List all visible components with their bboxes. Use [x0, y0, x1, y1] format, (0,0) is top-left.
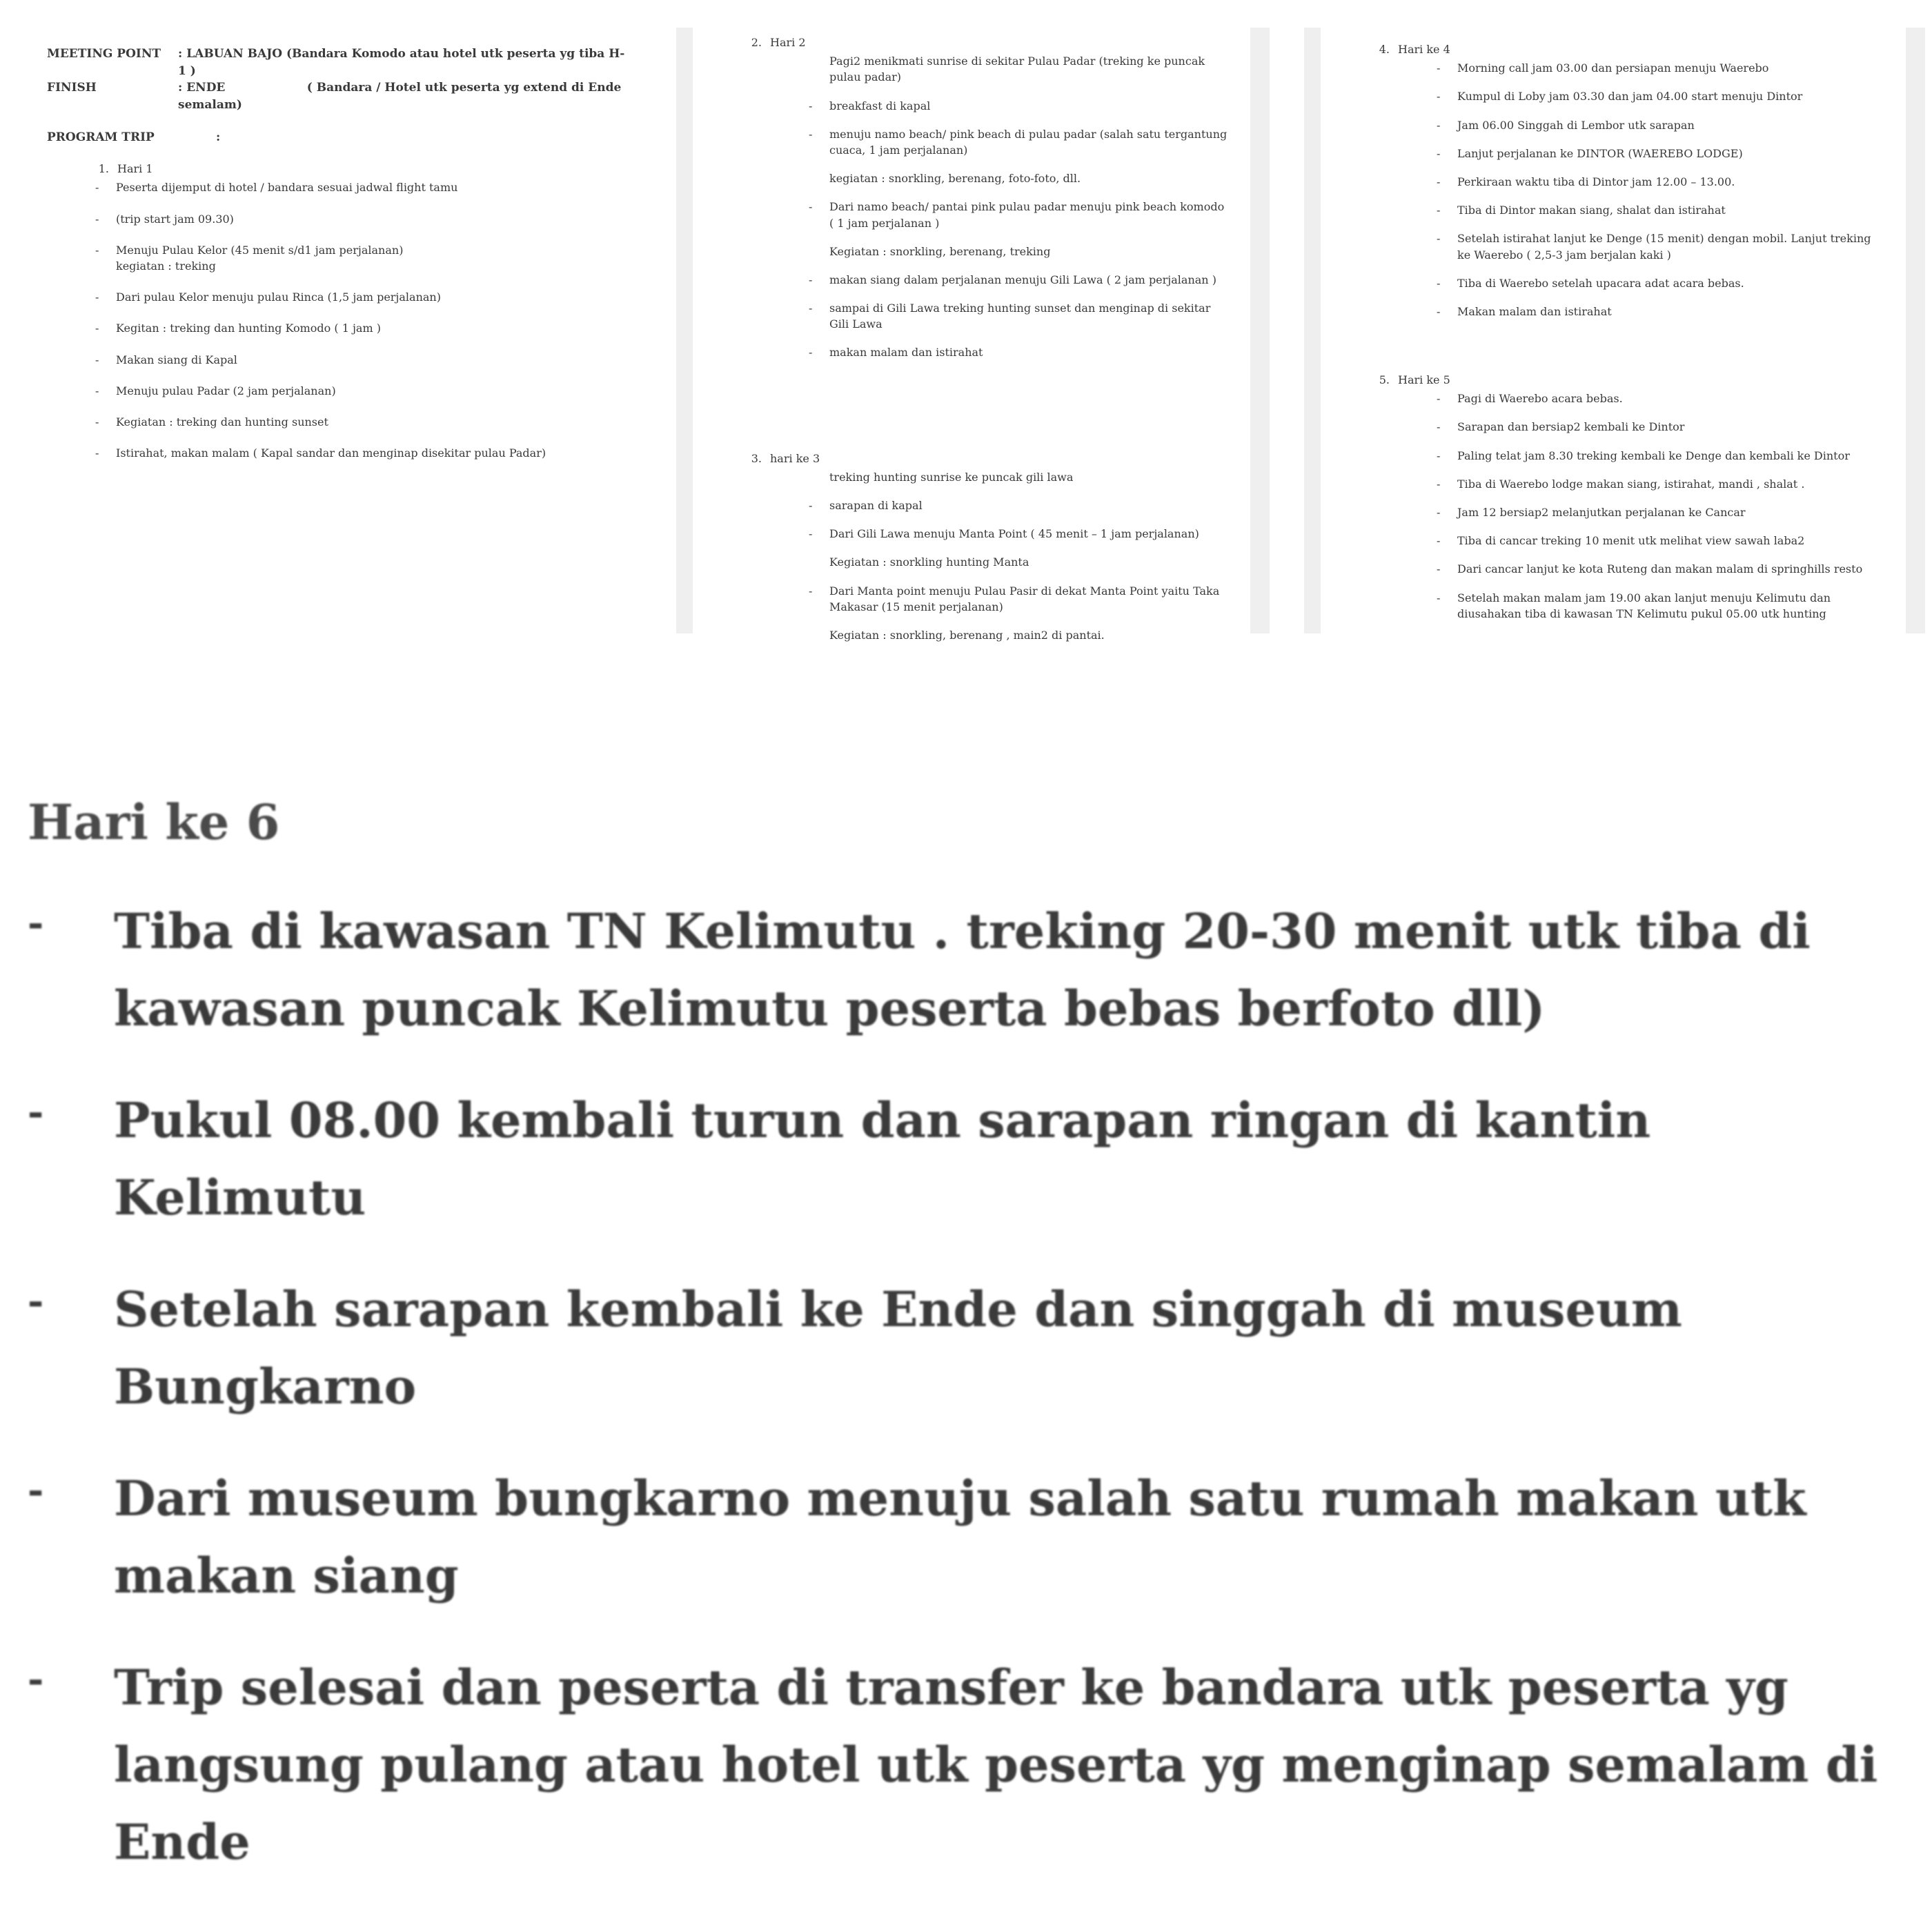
day-heading	[1369, 41, 1885, 57]
trip-header	[47, 46, 629, 114]
list-item: - Dari Gili Lawa menuju Manta Point ( 45 menit – 1 jam perjalanan)	[809, 527, 1199, 541]
list-item: - Jam 12 bersiap2 melanjutkan perjalanan ke Cancar	[1437, 506, 1746, 519]
list-item: - Setelah sarapan kembali ke Ende dan singgah di museum Bungkarno	[28, 1279, 1682, 1415]
list-item: - Makan siang di Kapal	[95, 353, 237, 366]
list-item: - Dari namo beach/ pantai pink pulau padar menuju pink beach komodo ( 1 jam perjalanan )	[809, 200, 1225, 230]
list-item: Pagi2 menikmati sunrise di sekitar Pulau Padar (treking ke puncak pulau padar)	[829, 55, 1205, 84]
program-trip-heading	[47, 129, 629, 146]
day-title: Hari ke 4	[1398, 43, 1450, 56]
list-item: - menuju namo beach/ pink beach di pulau padar (salah satu tergantung cuaca, 1 jam perjalanan)	[809, 127, 1228, 157]
day-6-section	[28, 793, 1904, 1915]
list-item: Kegiatan : snorkling, berenang , main2 di pantai.	[829, 628, 1105, 642]
document-page-1	[28, 28, 649, 633]
finish-label: FINISH	[47, 81, 97, 95]
list-item: Kegiatan : snorkling, berenang, treking	[829, 244, 1051, 258]
day-5-list	[1341, 391, 1885, 622]
list-item: - Pagi di Waerebo acara bebas.	[1437, 392, 1623, 406]
list-item: - Kegitan : treking dan hunting Komodo ( 1 jam )	[95, 322, 381, 335]
document-page-3	[1304, 28, 1925, 633]
list-item: - Tiba di Waerebo setelah upacara adat acara bebas.	[1437, 276, 1744, 290]
day-heading	[1369, 372, 1885, 388]
day-number: 1.	[98, 162, 109, 176]
program-trip-colon: :	[216, 130, 221, 144]
list-item: - makan siang dalam perjalanan menuju Gili Lawa ( 2 jam perjalanan )	[809, 273, 1216, 286]
list-item: - Kumpul di Loby jam 03.30 dan jam 04.00 start menuju Dintor	[1437, 90, 1803, 103]
meeting-point-label: MEETING POINT	[47, 47, 161, 61]
day-number: 2.	[751, 36, 762, 49]
list-item: - Dari pulau Kelor menuju pulau Rinca (1,5 jam perjalanan)	[95, 290, 441, 304]
list-item: - Tiba di cancar treking 10 menit utk melihat view sawah laba2	[1437, 534, 1805, 548]
list-item: - Makan malam dan istirahat	[1437, 304, 1612, 318]
list-item: - Setelah istirahat lanjut ke Denge (15 menit) dengan mobil. Lanjut treking ke Waerebo ( 2,5-3 jam berjalan kaki )	[1437, 232, 1871, 262]
list-item: - Dari Manta point menuju Pulau Pasir di dekat Manta Point yaitu Taka Makasar (15 menit perjalanan)	[809, 584, 1220, 613]
top-page-strip	[0, 0, 1932, 642]
list-item: - breakfast di kapal	[809, 99, 931, 112]
list-item: Kegiatan : snorkling hunting Manta	[829, 555, 1029, 569]
day-2-list	[713, 53, 1230, 360]
meeting-point-value: : LABUAN BAJO (Bandara Komodo atau hotel utk peserta yg tiba H-1 )	[178, 47, 625, 78]
list-item: - Jam 06.00 Singgah di Lembor utk sarapan	[1437, 118, 1695, 132]
list-item: treking hunting sunrise ke puncak gili lawa	[829, 470, 1074, 484]
list-item: - Dari museum bungkarno menuju salah satu rumah makan utk makan siang	[28, 1468, 1806, 1604]
list-item: - Peserta dijemput di hotel / bandara sesuai jadwal flight tamu	[95, 181, 458, 195]
day-3-list	[713, 469, 1230, 643]
list-item: - Pukul 08.00 kembali turun dan sarapan ringan di kantin Kelimutu	[28, 1090, 1651, 1226]
list-item: - Paling telat jam 8.30 treking kembali ke Denge dan kembali ke Dintor	[1437, 448, 1850, 462]
day-1-list	[47, 179, 629, 461]
list-item: - Setelah makan malam jam 19.00 akan lanjut menuju Kelimutu dan diusahakan tiba di kawasan TN Kelimutu pukul 05.00 utk hunting	[1437, 591, 1831, 620]
list-item: - Sarapan dan bersiap2 kembali ke Dintor	[1437, 420, 1685, 434]
list-item: - Morning call jam 03.00 dan persiapan menuju Waerebo	[1437, 61, 1769, 75]
list-item: - (trip start jam 09.30)	[95, 212, 234, 226]
day-heading	[741, 34, 1230, 50]
list-item: - sarapan di kapal	[809, 499, 923, 512]
day-heading	[741, 451, 1230, 466]
day-title: hari ke 3	[770, 451, 820, 465]
list-item: - Kegiatan : treking dan hunting sunset	[95, 415, 328, 428]
day-title: Hari 1	[117, 162, 153, 176]
list-item: - Tiba di kawasan TN Kelimutu . treking 20-30 menit utk tiba di kawasan puncak Kelimutu peserta bebas berfoto dll)	[28, 900, 1811, 1037]
list-item: - Tiba di Dintor makan siang, shalat dan istirahat	[1437, 204, 1726, 217]
day-number: 3.	[751, 451, 762, 465]
day-title: Hari ke 5	[1398, 373, 1450, 387]
list-item: - sampai di Gili Lawa treking hunting sunset dan menginap di sekitar Gili Lawa	[809, 302, 1211, 331]
day-heading	[88, 161, 629, 177]
day-number: 4.	[1379, 43, 1390, 56]
program-trip-label: PROGRAM TRIP	[47, 130, 155, 144]
day-4-list	[1341, 60, 1885, 319]
list-item: - Istirahat, makan malam ( Kapal sandar dan menginap disekitar pulau Padar)	[95, 446, 546, 460]
list-item: - Tiba di Waerebo lodge makan siang, istirahat, mandi , shalat .	[1437, 477, 1805, 491]
finish-value: : ENDE ( Bandara / Hotel utk peserta yg extend di Ende semalam)	[178, 81, 626, 112]
list-item: kegiatan : snorkling, berenang, foto-foto, dll.	[829, 172, 1081, 186]
day-title: Hari 2	[770, 36, 806, 49]
list-item: - Trip selesai dan peserta di transfer ke bandara utk peserta yg langsung pulang atau hotel utk peserta yg menginap semalam di Ende	[28, 1657, 1878, 1871]
list-item: - Dari cancar lanjut ke kota Ruteng dan makan malam di springhills resto	[1437, 562, 1863, 576]
list-item: - Menuju pulau Padar (2 jam perjalanan)	[95, 384, 336, 397]
list-item: - makan malam dan istirahat	[809, 346, 983, 359]
day-6-title: Hari ke 6	[28, 793, 280, 851]
list-item: - Perkiraan waktu tiba di Dintor jam 12.00 – 13.00.	[1437, 175, 1735, 188]
list-item: - Menuju Pulau Kelor (45 menit s/d1 jam perjalanan) kegiatan : treking	[95, 243, 404, 273]
day-number: 5.	[1379, 373, 1390, 387]
list-item: - Lanjut perjalanan ke DINTOR (WAEREBO LODGE)	[1437, 146, 1743, 160]
document-page-2	[676, 28, 1270, 642]
day-6-list	[28, 893, 1904, 1881]
